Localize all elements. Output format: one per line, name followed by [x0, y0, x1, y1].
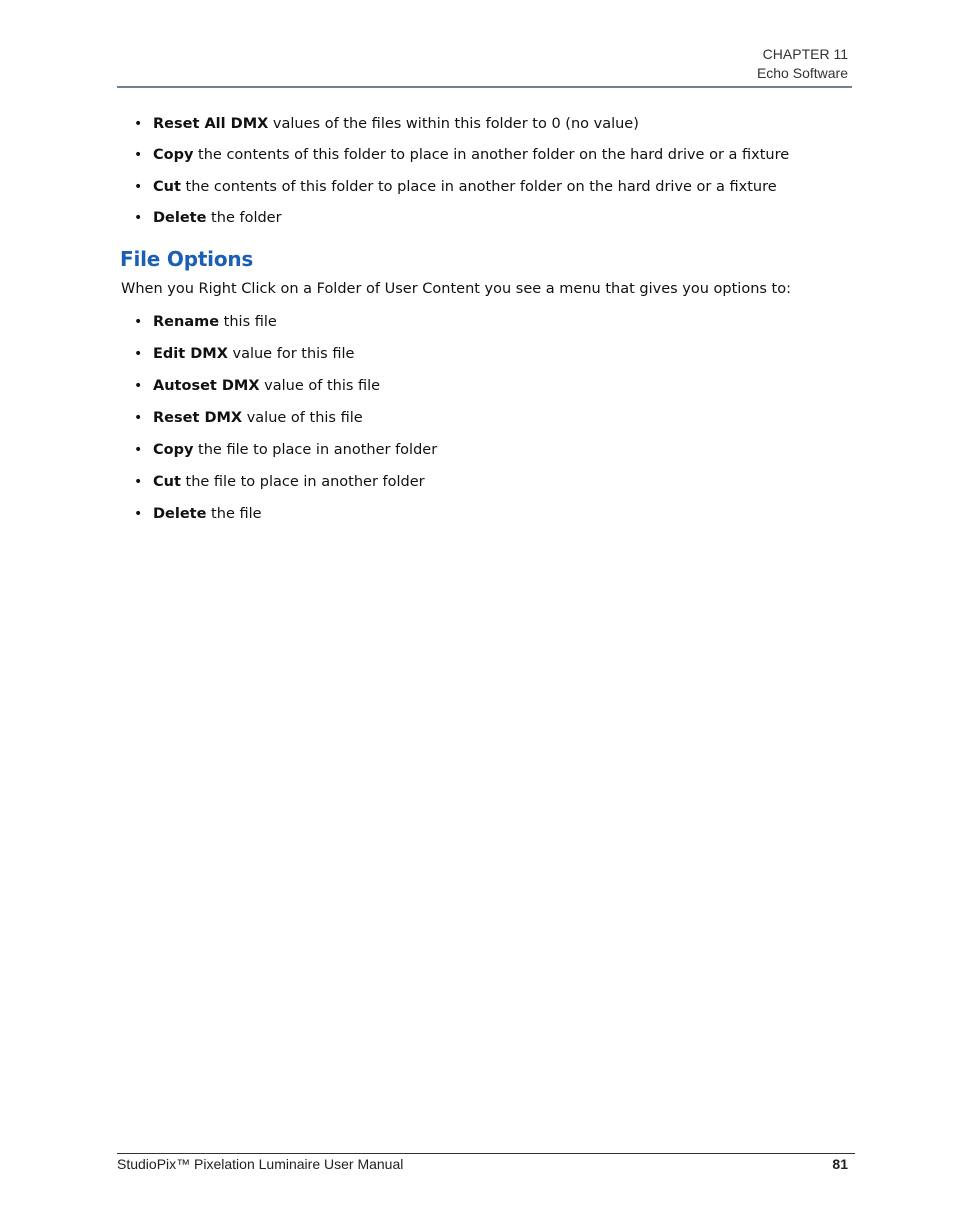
section-intro: When you Right Click on a Folder of User Content you see a menu that gives you options to:	[121, 281, 792, 297]
item-term: Edit DMX	[153, 346, 228, 362]
item-term: Cut	[153, 178, 181, 195]
item-description: the file	[206, 506, 262, 522]
page-number: 81	[832, 1156, 848, 1172]
item-description: the contents of this folder to place in another folder on the hard drive or a fixture	[180, 178, 777, 195]
item-term: Autoset DMX	[153, 378, 260, 394]
item-description: the file to place in another folder	[193, 442, 438, 458]
item-term: Copy	[153, 147, 194, 164]
list-item	[134, 408, 437, 440]
item-description: value of this file	[242, 410, 363, 426]
header-divider	[117, 86, 852, 88]
list-item	[134, 440, 437, 472]
chapter-label: CHAPTER 11	[762, 46, 848, 62]
list-item	[134, 504, 437, 536]
running-header	[757, 45, 848, 83]
list-item	[134, 312, 437, 344]
chapter-title: Echo Software	[756, 65, 848, 81]
bullet-icon: •	[134, 147, 143, 164]
item-term: Delete	[153, 209, 207, 226]
footer-divider	[117, 1153, 855, 1154]
bullet-icon: •	[134, 116, 143, 132]
list-item	[134, 344, 437, 376]
bullet-icon: •	[134, 506, 143, 522]
item-description: the contents of this folder to place in another folder on the hard drive or a fixture	[193, 147, 790, 164]
item-term: Delete	[153, 506, 207, 522]
bullet-icon: •	[134, 178, 143, 195]
list-item	[134, 177, 789, 208]
list-item	[134, 114, 789, 145]
bullet-icon: •	[134, 209, 143, 226]
list-item	[134, 376, 437, 408]
file-options-list	[134, 312, 437, 536]
manual-title: StudioPix™ Pixelation Luminaire User Manual	[117, 1156, 404, 1172]
item-description: this file	[219, 314, 277, 330]
item-description: values of the files within this folder to 0 (no value)	[268, 116, 639, 132]
list-item	[134, 208, 789, 239]
bullet-icon: •	[134, 378, 143, 394]
item-term: Reset All DMX	[153, 116, 269, 132]
list-item	[134, 145, 789, 176]
list-item	[134, 472, 437, 504]
item-description: value for this file	[227, 346, 355, 362]
bullet-icon: •	[134, 474, 143, 490]
section-heading: File Options	[120, 247, 254, 271]
item-term: Reset DMX	[153, 410, 243, 426]
item-description: the file to place in another folder	[180, 474, 425, 490]
item-term: Cut	[153, 474, 181, 490]
bullet-icon: •	[134, 410, 143, 426]
bullet-icon: •	[134, 346, 143, 362]
item-description: value of this file	[259, 378, 381, 394]
folder-options-list	[134, 114, 789, 239]
item-description: the folder	[206, 209, 282, 226]
item-term: Rename	[153, 314, 220, 330]
item-term: Copy	[153, 442, 194, 458]
bullet-icon: •	[134, 442, 143, 458]
bullet-icon: •	[134, 314, 143, 330]
